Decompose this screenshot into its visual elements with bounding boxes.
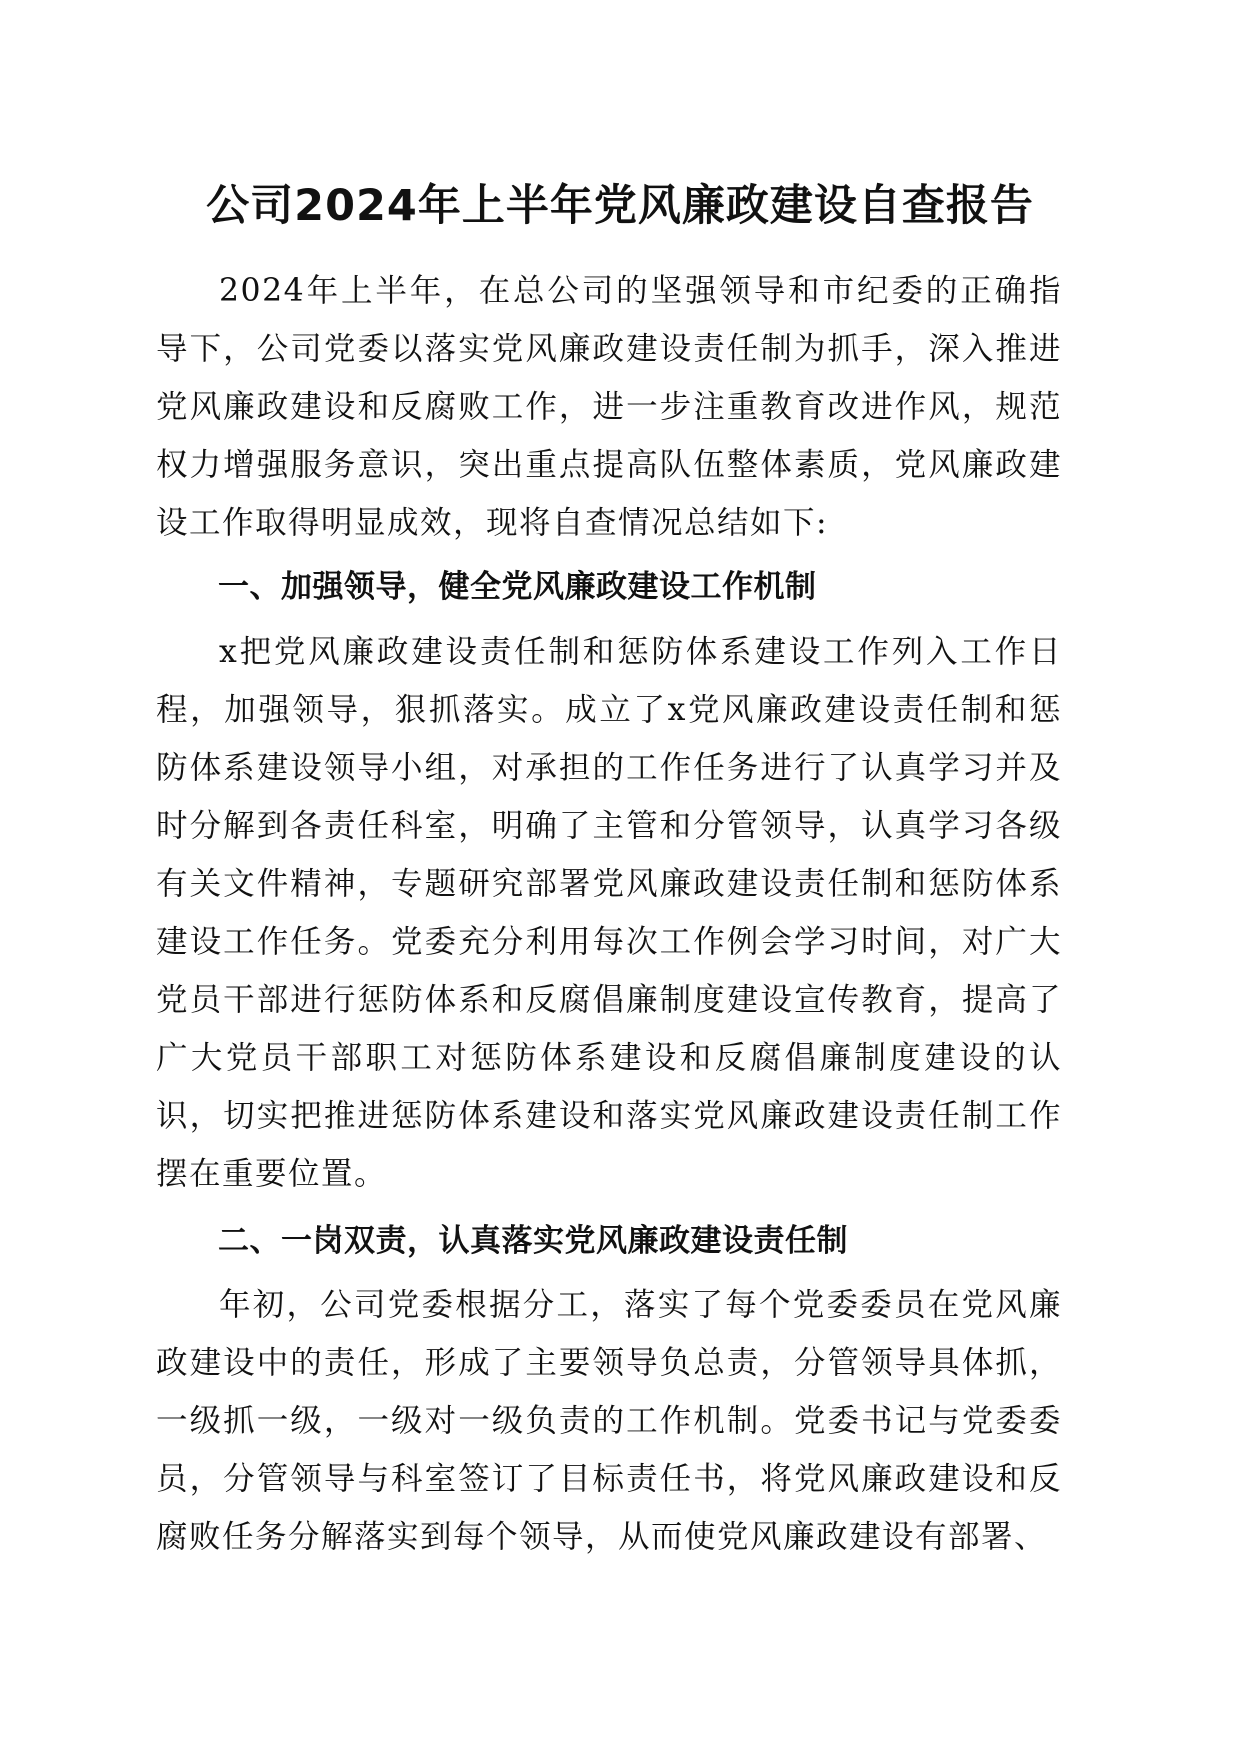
section-heading-2: 二、一岗双责，认真落实党风廉政建设责任制 — [218, 1222, 848, 1259]
section-heading-1: 一、加强领导，健全党风廉政建设工作机制 — [218, 569, 817, 606]
section-paragraph-1: x把党风廉政建设责任制和惩防体系建设工作列入工作日程，加强领导，狠抓落实。成立了x党风廉政建设责任制和惩防体系建设领导小组，对承担的工作任务进行了认真学习并及时分解到各责任科室，明确了主管和分管领导，认真学习各级有关文件精神，专题研究部署党风廉政建设责任制和惩防体系建设工作任务。党委充分利用每次工作例会学习时间，对广大党员干部进行惩防体系和反腐倡廉制度建设宣传教育，提高了广大党员干部职工对惩防体系建设和反腐倡廉制度建设的认识，切实把推进惩防体系建设和落实党风廉政建设责任制工作摆在重要位置。 — [156, 633, 1062, 1193]
intro-paragraph: 2024年上半年，在总公司的坚强领导和市纪委的正确指导下，公司党委以落实党风廉政建设责任制为抓手，深入推进党风廉政建设和反腐败工作，进一步注重教育改进作风，规范权力增强服务意识，突出重点提高队伍整体素质，党风廉政建设工作取得明显成效，现将自查情况总结如下: — [156, 273, 1062, 542]
document-title: 公司2024年上半年党风廉政建设自查报告 — [206, 181, 1034, 231]
section-paragraph-2: 年初，公司党委根据分工，落实了每个党委委员在党风廉政建设中的责任，形成了主要领导负总责，分管领导具体抓，一级抓一级，一级对一级负责的工作机制。党委书记与党委委员，分管领导与科室签订了目标责任书，将党风廉政建设和反腐败任务分解落实到每个领导，从而使党风廉政建设有部署、 — [156, 1286, 1062, 1555]
document-body — [156, 262, 1062, 1566]
